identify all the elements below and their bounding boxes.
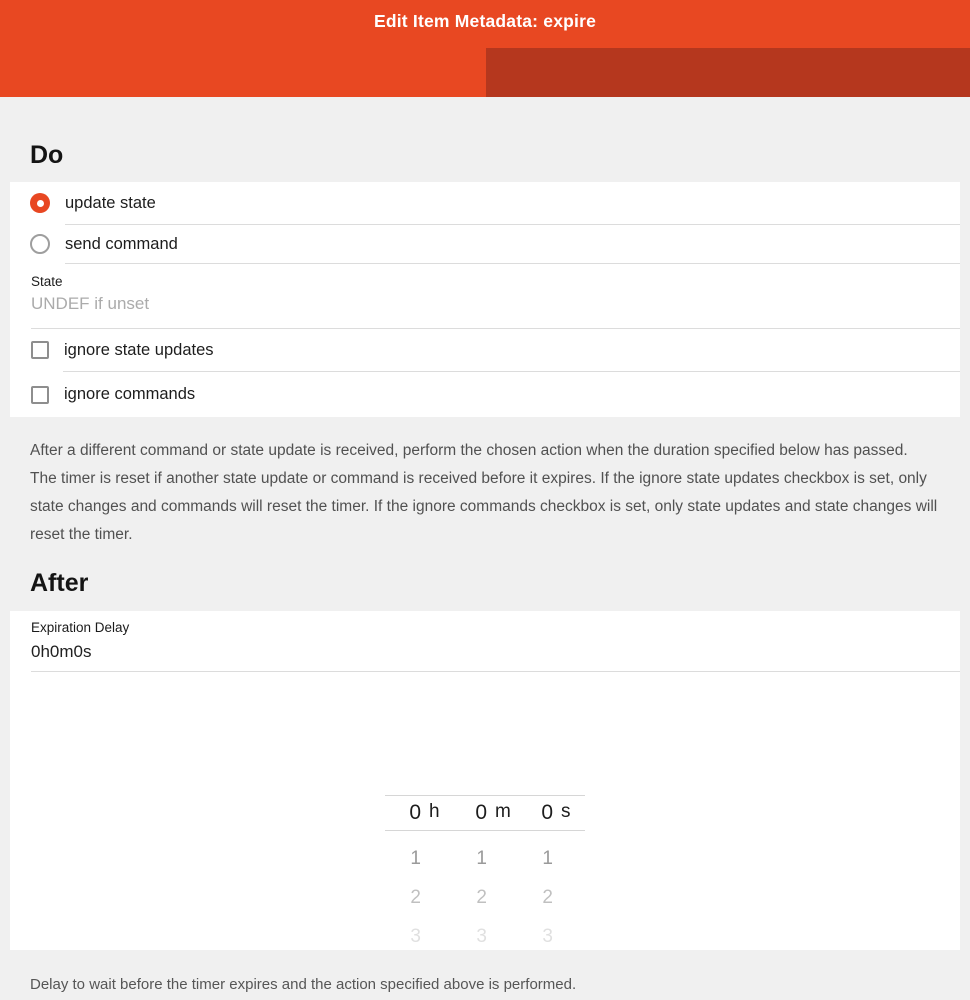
picker-seconds-unit: s <box>561 801 571 822</box>
checkbox-icon[interactable] <box>31 386 49 404</box>
checkbox-label: ignore commands <box>64 385 196 403</box>
state-field <box>10 264 960 328</box>
picker-minutes-value[interactable]: 0 <box>475 801 487 824</box>
navbar <box>0 0 970 97</box>
picker-minutes-option[interactable]: 3 <box>476 925 487 947</box>
page-title: Edit Item Metadata: expire <box>373 11 597 31</box>
expiration-delay-hint: Delay to wait before the timer expires and the action specified above is performed. <box>30 976 577 993</box>
after-card <box>10 611 960 950</box>
radio-option-update-state[interactable] <box>10 182 960 224</box>
picker-row-3[interactable] <box>385 917 585 950</box>
checkbox-ignore-commands[interactable] <box>10 372 960 417</box>
radio-option-send-command[interactable] <box>10 225 960 263</box>
after-section-heading: After <box>30 569 89 597</box>
checkbox-label: ignore state updates <box>64 340 214 359</box>
picker-hours-value[interactable]: 0 <box>409 801 421 824</box>
picker-row-2[interactable] <box>385 878 585 917</box>
picker-minutes-option[interactable]: 1 <box>476 847 487 869</box>
picker-column-seconds[interactable] <box>517 801 583 825</box>
radio-dot <box>37 200 44 207</box>
picker-scroll-items[interactable] <box>385 839 585 950</box>
picker-seconds-option[interactable]: 3 <box>542 925 553 947</box>
checkbox-ignore-state-updates[interactable] <box>10 329 960 371</box>
picker-minutes-unit: m <box>495 801 511 822</box>
expiration-delay-value[interactable]: 0h0m0s <box>31 642 92 661</box>
picker-column-hours[interactable] <box>385 801 451 825</box>
do-section-heading: Do <box>30 141 64 169</box>
radio-unselected-icon[interactable] <box>30 234 50 254</box>
picker-row-1[interactable] <box>385 839 585 878</box>
state-field-label: State <box>31 274 63 289</box>
checkbox-icon[interactable] <box>31 341 49 359</box>
picker-hours-unit: h <box>429 801 440 822</box>
radio-option-label: send command <box>65 234 178 253</box>
navbar-dark-region <box>486 48 970 97</box>
radio-option-label: update state <box>65 193 156 212</box>
picker-minutes-option[interactable]: 2 <box>476 886 487 908</box>
state-input[interactable] <box>31 294 931 314</box>
picker-hours-option[interactable]: 3 <box>410 925 421 947</box>
duration-picker[interactable] <box>385 795 585 950</box>
picker-selection-line-bottom <box>385 830 585 831</box>
radio-selected-icon[interactable] <box>30 193 50 213</box>
expiration-delay-label: Expiration Delay <box>31 620 130 635</box>
divider <box>31 671 960 672</box>
picker-selected-row[interactable] <box>385 796 585 830</box>
do-section-description: After a different command or state update is received, perform the chosen action when the duration specified below has passed. The timer is reset if another state update or command is received before it expires. If the ignore state updates checkbox is set, only state changes and commands will reset the timer. If the ignore commands checkbox is set, only state updates and state changes will reset the timer. <box>30 442 938 543</box>
picker-hours-option[interactable]: 2 <box>410 886 421 908</box>
picker-seconds-value[interactable]: 0 <box>541 801 553 824</box>
do-card <box>10 182 960 417</box>
picker-column-minutes[interactable] <box>451 801 517 825</box>
picker-hours-option[interactable]: 1 <box>410 847 421 869</box>
picker-seconds-option[interactable]: 2 <box>542 886 553 908</box>
picker-seconds-option[interactable]: 1 <box>542 847 553 869</box>
